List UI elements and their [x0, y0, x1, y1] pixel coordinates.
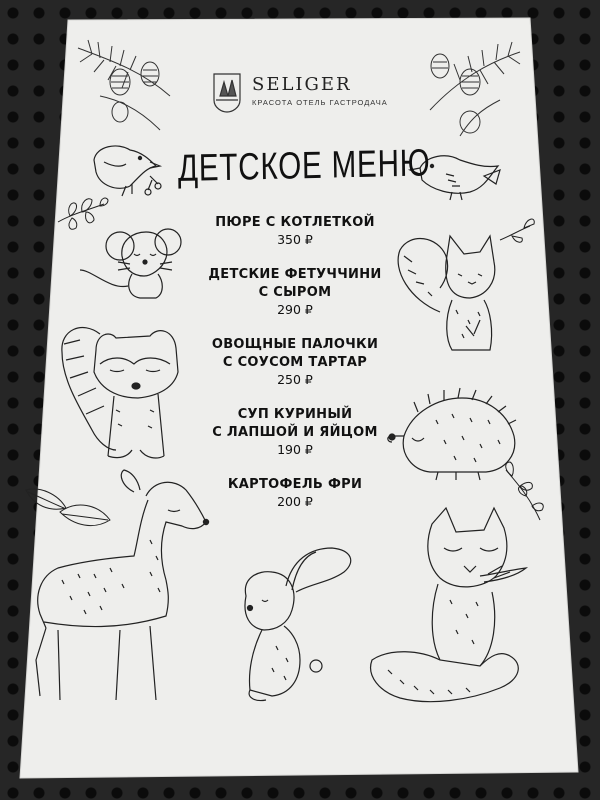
- menu-item-price: 200 ₽: [277, 494, 313, 509]
- menu-item-name: КАРТОФЕЛЬ ФРИ: [227, 477, 363, 492]
- menu-item: [190, 214, 400, 248]
- logo-emblem: [212, 72, 242, 106]
- menu-item: [190, 406, 400, 458]
- menu-item-price: 250 ₽: [277, 372, 313, 387]
- menu-list: [190, 214, 400, 528]
- menu-item-price: 350 ₽: [277, 232, 313, 247]
- brand-name: SELIGER: [252, 74, 352, 95]
- menu-item: [190, 266, 400, 318]
- menu-item: [190, 476, 400, 510]
- menu-item-price: 290 ₽: [277, 302, 313, 317]
- menu-item-name: ОВОЩНЫЕ ПАЛОЧКИ С СОУСОМ ТАРТАР: [211, 337, 379, 370]
- brand-tagline: КРАСОТА ОТЕЛЬ ГАСТРОДАЧА: [252, 98, 388, 107]
- menu-item-price: 190 ₽: [277, 442, 313, 457]
- menu-item-name: ДЕТСКИЕ ФЕТУЧЧИНИ С СЫРОМ: [208, 267, 382, 300]
- menu-item-name: СУП КУРИНЫЙ С ЛАПШОЙ И ЯЙЦОМ: [212, 407, 378, 440]
- menu-item-name: ПЮРЕ С КОТЛЕТКОЙ: [215, 215, 375, 230]
- menu-item: [190, 336, 400, 388]
- brand-logo: [212, 70, 388, 114]
- menu-title: ДЕТСКОЕ МЕНЮ: [177, 142, 431, 190]
